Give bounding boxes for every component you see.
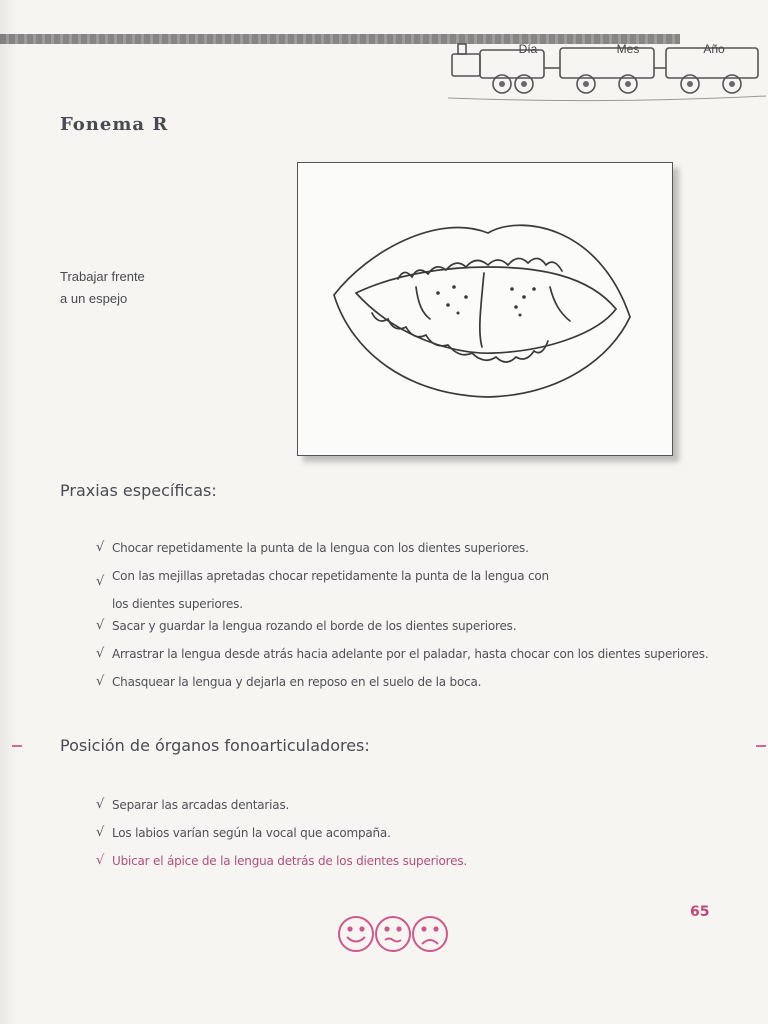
list-item-text: Sacar y guardar la lengua rozando el borde de los dientes superiores. — [112, 619, 517, 633]
page-number: 65 — [690, 904, 710, 920]
praxias-heading: Praxias específicas: — [60, 481, 217, 500]
posicion-list — [96, 797, 467, 881]
list-item — [96, 618, 708, 646]
smiley-sad-icon[interactable] — [413, 917, 447, 951]
margin-mark-right — [756, 745, 766, 747]
instruction-line-1: Trabajar frente — [60, 269, 145, 284]
smiley-neutral-icon[interactable] — [376, 917, 410, 951]
check-icon: √ — [96, 797, 105, 812]
list-item-text-line-1: Con las mejillas apretadas chocar repetidamente la punta de la lengua con — [112, 569, 549, 583]
train-month-label: Mes — [616, 42, 640, 56]
train-year-label: Año — [703, 42, 725, 56]
train-day-label: Día — [518, 42, 538, 56]
check-icon: √ — [96, 674, 105, 689]
list-item-text: Chasquear la lengua y dejarla en reposo en el suelo de la boca. — [112, 675, 482, 689]
list-item — [96, 646, 708, 674]
posicion-heading: Posición de órganos fonoarticuladores: — [60, 736, 370, 755]
list-item — [96, 562, 708, 618]
list-item-text: Los labios varían según la vocal que acompaña. — [112, 826, 391, 840]
self-evaluation-faces — [336, 912, 450, 960]
list-item — [96, 674, 708, 702]
list-item-text: Arrastrar la lengua desde atrás hacia adelante por el paladar, hasta chocar con los dientes superiores. — [112, 647, 709, 661]
check-icon: √ — [96, 825, 105, 840]
list-item-text: Chocar repetidamente la punta de la lengua con los dientes superiores. — [112, 541, 529, 555]
page-edge-shadow — [0, 0, 18, 1024]
list-item — [96, 853, 467, 881]
check-icon: √ — [96, 646, 105, 661]
list-item-text: Ubicar el ápice de la lengua detrás de los dientes superiores. — [112, 854, 467, 868]
praxias-list — [96, 540, 708, 702]
check-icon: √ — [96, 574, 105, 589]
check-icon: √ — [96, 853, 105, 868]
list-item-text: Separar las arcadas dentarias. — [112, 798, 290, 812]
list-item — [96, 797, 467, 825]
list-item-text-line-2: los dientes superiores. — [112, 597, 243, 611]
mouth-icon — [298, 163, 672, 455]
mouth-illustration-frame — [297, 162, 673, 456]
page-title: Fonema R — [60, 114, 169, 135]
instruction-line-2: a un espejo — [60, 291, 128, 306]
check-icon: √ — [96, 618, 105, 633]
date-train-illustration — [448, 40, 768, 110]
list-item — [96, 825, 467, 853]
check-icon: √ — [96, 540, 105, 555]
smiley-happy-icon[interactable] — [339, 917, 373, 951]
margin-mark-left — [12, 745, 22, 747]
mirror-instruction — [60, 266, 190, 310]
